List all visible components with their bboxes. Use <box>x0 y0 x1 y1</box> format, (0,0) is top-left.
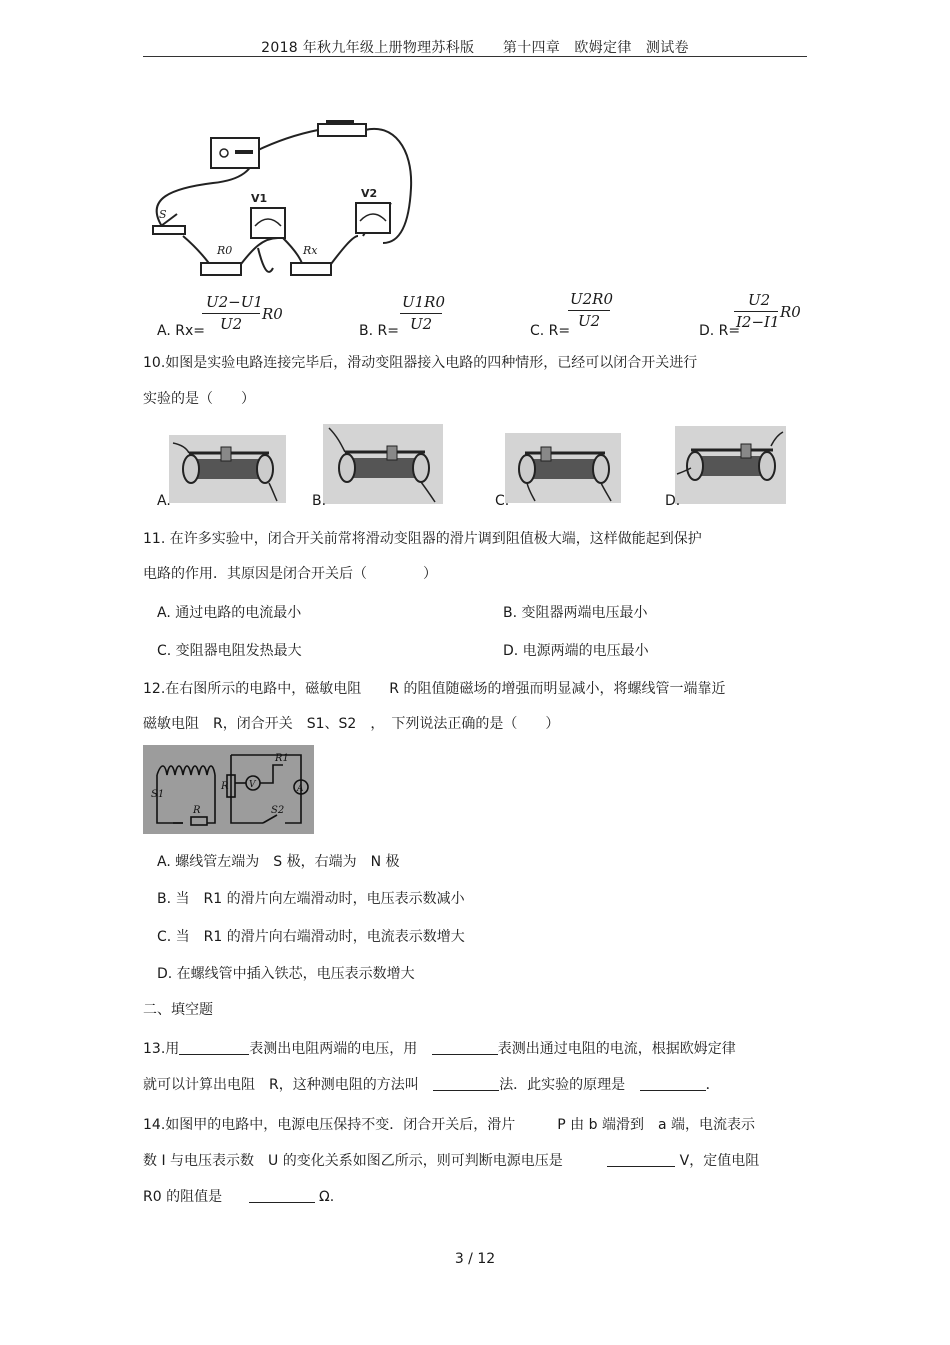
q9-option-b-numerator: U1R0 <box>402 293 446 311</box>
q9-option-a-fraction-bar <box>202 313 260 314</box>
q10-option-b: B. <box>312 493 327 509</box>
q13-blank-4[interactable] <box>640 1076 706 1091</box>
q10-rheostat-image-c <box>505 433 621 503</box>
q10-rheostat-image-a <box>169 435 286 503</box>
q9-option-b-denominator: U2 <box>410 315 433 333</box>
q9-option-a-label: A. Rx= <box>157 323 205 339</box>
q12-fig-label-v: V <box>249 780 256 790</box>
q9-option-d-denominator: I2−I1 <box>736 313 780 331</box>
q10-rheostat-image-d <box>675 426 786 504</box>
q14-text-2: V，定值电阻 <box>679 1153 760 1169</box>
rheostat-icon <box>169 435 286 503</box>
q11-stem-line2: 电路的作用．其原因是闭合开关后（ ） <box>143 566 437 582</box>
q14-line3 <box>143 1186 334 1206</box>
q12-fig-label-s1: S1 <box>151 789 165 800</box>
q14-text-1: 数 I 与电压表示数 U 的变化关系如图乙所示，则可判断电源电压是 <box>143 1153 563 1169</box>
q14-blank-1[interactable] <box>607 1152 675 1167</box>
q11-option-c: C. 变阻器电阻发热最大 <box>157 643 302 659</box>
q9-option-a-tail: R0 <box>262 305 283 323</box>
q9-fig-label-s: S <box>159 208 167 221</box>
page-header: 2018 年秋九年级上册物理苏科版 第十四章 欧姆定律 测试卷 <box>261 40 689 56</box>
q9-fig-label-rx: Rx <box>303 244 318 257</box>
q9-option-a-denominator: U2 <box>220 315 243 333</box>
q13-text-6: ． <box>705 1077 720 1093</box>
q10-option-c: C. <box>495 493 510 509</box>
q11-stem-line1: 11. 在许多实验中，闭合开关前常将滑动变阻器的滑片调到阻值极大端，这样做能起到保护 <box>143 531 702 547</box>
q9-fig-label-r0: R0 <box>217 244 233 257</box>
q9-circuit-figure <box>143 118 433 290</box>
q12-stem-line1: 12.在右图所示的电路中，磁敏电阻 R 的阻值随磁场的增强而明显减小，将螺线管一端靠近 <box>143 681 726 697</box>
q9-option-b-fraction-bar <box>400 313 442 314</box>
rheostat-icon <box>675 426 786 504</box>
q10-option-a: A. <box>157 493 171 509</box>
q13-blank-3[interactable] <box>433 1076 499 1091</box>
q13-line1 <box>143 1038 736 1058</box>
q14-text-3: R0 的阻值是 <box>143 1189 223 1205</box>
page-number: 3 / 12 <box>454 1251 496 1267</box>
q9-option-d-tail: R0 <box>780 303 801 321</box>
q12-option-a: A. 螺线管左端为 S 极，右端为 N 极 <box>157 854 400 870</box>
q9-fig-label-v1: V1 <box>251 192 268 205</box>
rheostat-icon <box>323 424 443 504</box>
q12-fig-label-r: R <box>221 781 229 792</box>
q10-stem-line1: 10.如图是实验电路连接完毕后，滑动变阻器接入电路的四种情形，已经可以闭合开关进行 <box>143 355 698 371</box>
q12-fig-label-s2: S2 <box>271 805 285 816</box>
q12-fig-label-rp: R <box>193 805 201 816</box>
q10-rheostat-image-b <box>323 424 443 504</box>
q14-line1: 14.如图甲的电路中，电源电压保持不变．闭合开关后，滑片 P 由 b 端滑到 a 端，电流表示 <box>143 1117 755 1133</box>
q13-text-2: 表测出电阻两端的电压，用 <box>249 1041 418 1057</box>
q9-fig-label-v2: V2 <box>361 187 378 200</box>
q12-circuit-figure <box>143 745 314 834</box>
q12-option-b: B. 当 R1 的滑片向左端滑动时，电压表示数减小 <box>157 891 465 907</box>
q14-blank-2[interactable] <box>249 1188 315 1203</box>
q11-option-a: A. 通过电路的电流最小 <box>157 605 302 621</box>
q13-text-3: 表测出通过电阻的电流，根据欧姆定律 <box>497 1041 736 1057</box>
q14-line2 <box>143 1150 759 1170</box>
q9-option-b-label: B. R= <box>359 323 399 339</box>
q10-option-d: D. <box>665 493 681 509</box>
q13-text-4: 就可以计算出电阻 R，这种测电阻的方法叫 <box>143 1077 419 1093</box>
q13-line2 <box>143 1074 720 1094</box>
q12-fig-label-a: A <box>297 784 304 794</box>
q12-fig-label-r1: R1 <box>275 753 289 764</box>
q13-blank-1[interactable] <box>179 1040 249 1055</box>
q9-option-d-label: D. R= <box>699 323 741 339</box>
q12-stem-line2: 磁敏电阻 R，闭合开关 S1、S2 ， 下列说法正确的是（ ） <box>143 716 560 732</box>
q9-option-c-numerator: U2R0 <box>570 290 614 308</box>
q9-option-c-label: C. R= <box>530 323 571 339</box>
q9-option-a-numerator: U2−U1 <box>206 293 263 311</box>
q12-option-c: C. 当 R1 的滑片向右端滑动时，电流表示数增大 <box>157 929 465 945</box>
q9-option-c-fraction-bar <box>568 310 610 311</box>
q9-option-d-fraction-bar <box>734 311 778 312</box>
header-rule <box>143 56 807 57</box>
q13-text-5: 法．此实验的原理是 <box>499 1077 626 1093</box>
q13-text-1: 13.用 <box>143 1041 180 1057</box>
section-title-fill-in: 二、填空题 <box>143 1002 213 1018</box>
q9-option-c-denominator: U2 <box>578 312 601 330</box>
q10-stem-line2: 实验的是（ ） <box>143 391 255 407</box>
q9-option-d-numerator: U2 <box>748 291 771 309</box>
q11-option-b: B. 变阻器两端电压最小 <box>503 605 648 621</box>
q12-option-d: D. 在螺线管中插入铁芯，电压表示数增大 <box>157 966 415 982</box>
q14-text-4: Ω. <box>319 1189 335 1205</box>
rheostat-icon <box>505 433 621 503</box>
q13-blank-2[interactable] <box>432 1040 498 1055</box>
q11-option-d: D. 电源两端的电压最小 <box>503 643 649 659</box>
